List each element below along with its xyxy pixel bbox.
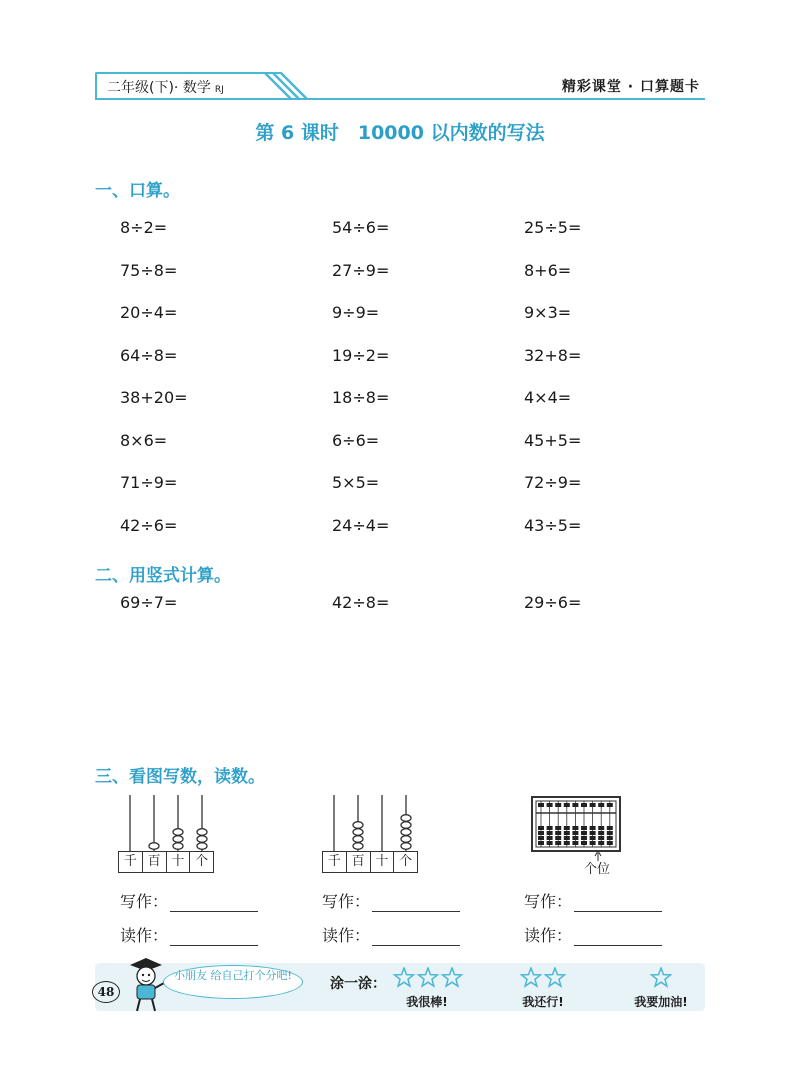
vertical-calc-problem: 42÷8=	[332, 593, 390, 612]
soroban-ones-label: 个位	[584, 862, 611, 877]
problem: 8×6=	[120, 431, 168, 450]
abacus-bead	[197, 836, 207, 843]
problem: 18÷8=	[332, 388, 390, 407]
problem: 38+20=	[120, 388, 188, 407]
section1-heading: 一、口算。	[95, 181, 180, 201]
soroban-bead	[572, 841, 578, 845]
read-blank[interactable]	[574, 929, 662, 946]
problem: 32+8=	[524, 346, 582, 365]
star-icons	[519, 967, 567, 989]
abacus-bead	[401, 829, 411, 836]
place-label-row-1	[118, 851, 214, 873]
place-label-ones: 个	[399, 854, 413, 869]
rating-caption: 我很棒!	[406, 995, 448, 1009]
section2-heading: 二、用竖式计算。	[95, 566, 231, 586]
soroban-bead	[581, 826, 587, 830]
abacus-bead	[401, 843, 411, 850]
place-label-thousands: 千	[119, 852, 143, 872]
abacus-bead	[173, 836, 183, 843]
star-icons	[392, 967, 464, 989]
encouragement-bubble: 小朋友 给自己打个分吧!	[163, 965, 303, 999]
soroban-bead	[598, 826, 604, 830]
soroban-bead	[581, 836, 587, 840]
soroban-bead	[564, 803, 570, 807]
soroban-bead	[581, 803, 587, 807]
section3-heading: 三、看图写数，读数。	[95, 767, 265, 787]
place-label-row-2	[322, 851, 418, 873]
place-label-ones: 个	[195, 854, 209, 869]
problem: 43÷5=	[524, 516, 582, 535]
soroban-bead	[538, 803, 544, 807]
abacus-bead	[173, 829, 183, 836]
grade-subject-text: 二年级(下)· 数学	[107, 80, 211, 96]
abacus-bead	[353, 836, 363, 843]
soroban-bead	[555, 836, 561, 840]
star-icon	[652, 968, 671, 986]
problem: 24÷4=	[332, 516, 390, 535]
soroban-bead	[538, 836, 544, 840]
read-label: 读作：	[524, 926, 573, 945]
soroban-bead	[555, 831, 561, 835]
problem: 42÷6=	[120, 516, 178, 535]
write-label: 写作：	[120, 892, 169, 911]
abacus-bead	[197, 829, 207, 836]
read-blank[interactable]	[372, 929, 460, 946]
soroban-bead	[590, 836, 596, 840]
soroban-bead	[538, 831, 544, 835]
star-icon	[522, 968, 541, 986]
page-number: 48	[92, 981, 120, 1003]
read-answer-3	[524, 923, 662, 946]
rating-option-great[interactable]	[392, 967, 462, 1010]
problem: 8+6=	[524, 261, 572, 280]
abacus-bead	[173, 843, 183, 850]
star-icons	[649, 967, 673, 989]
soroban-bead	[572, 803, 578, 807]
soroban-bead	[564, 826, 570, 830]
soroban-bead	[607, 841, 613, 845]
problem: 9÷9=	[332, 303, 380, 322]
soroban-bead	[538, 841, 544, 845]
soroban-bead	[572, 826, 578, 830]
soroban-bead	[590, 803, 596, 807]
place-label-thousands: 千	[323, 852, 347, 872]
abacus-bead	[353, 843, 363, 850]
header-stripes-decoration	[250, 72, 310, 100]
soroban-bead	[555, 841, 561, 845]
place-label-hundreds: 百	[347, 852, 371, 872]
problem: 54÷6=	[332, 218, 390, 237]
soroban-bead	[547, 826, 553, 830]
soroban-figure	[530, 795, 630, 875]
problem: 64÷8=	[120, 346, 178, 365]
problem: 25÷5=	[524, 218, 582, 237]
lesson-title: 第 6 课时 10000 以内数的写法	[255, 122, 545, 144]
soroban-bead	[564, 841, 570, 845]
place-label-hundreds: 百	[143, 852, 167, 872]
soroban-bead	[564, 831, 570, 835]
abacus-bead	[401, 815, 411, 822]
soroban-bead	[598, 803, 604, 807]
soroban-bead	[590, 826, 596, 830]
soroban-bead	[598, 836, 604, 840]
problem: 45+5=	[524, 431, 582, 450]
write-blank[interactable]	[372, 895, 460, 912]
vertical-calc-problem: 29÷6=	[524, 593, 582, 612]
write-label: 写作：	[322, 892, 371, 911]
read-answer-1	[120, 923, 258, 946]
problem: 8÷2=	[120, 218, 168, 237]
rate-label: 涂一涂：	[330, 976, 386, 992]
problem: 6÷6=	[332, 431, 380, 450]
soroban-bead	[547, 841, 553, 845]
rating-caption: 我还行!	[522, 995, 564, 1009]
place-label-tens: 十	[167, 852, 191, 872]
problem: 4×4=	[524, 388, 572, 407]
rating-option-ok[interactable]	[508, 967, 578, 1010]
soroban-bead	[547, 831, 553, 835]
soroban-bead	[555, 803, 561, 807]
soroban-bead	[547, 836, 553, 840]
abacus-bead	[353, 822, 363, 829]
soroban-bead	[572, 836, 578, 840]
write-answer-1	[120, 889, 258, 912]
soroban-bead	[590, 831, 596, 835]
soroban-bead	[538, 826, 544, 830]
problem: 72÷9=	[524, 473, 582, 492]
soroban-bead	[607, 836, 613, 840]
rating-caption: 我要加油!	[634, 995, 688, 1009]
soroban-bead	[555, 826, 561, 830]
star-icon	[395, 968, 414, 986]
problem: 5×5=	[332, 473, 380, 492]
edition-text: RJ	[214, 85, 224, 95]
write-answer-2	[322, 889, 460, 912]
read-answer-2	[322, 923, 460, 946]
abacus-bead	[401, 836, 411, 843]
header-rule	[95, 98, 705, 100]
rating-option-try-harder[interactable]	[626, 967, 696, 1010]
read-blank[interactable]	[170, 929, 258, 946]
soroban-bead	[564, 836, 570, 840]
soroban-bead	[581, 841, 587, 845]
read-label: 读作：	[322, 926, 371, 945]
abacus-bead	[197, 843, 207, 850]
star-icon	[546, 968, 565, 986]
star-row	[508, 967, 578, 993]
soroban-bead	[572, 831, 578, 835]
soroban-bead	[598, 831, 604, 835]
place-label-tens: 十	[371, 852, 395, 872]
student-mascot-icon	[124, 955, 168, 1015]
soroban-bead	[607, 831, 613, 835]
soroban-bead	[607, 803, 613, 807]
soroban-bead	[590, 841, 596, 845]
soroban-bead	[607, 826, 613, 830]
problem: 20÷4=	[120, 303, 178, 322]
abacus-bead	[353, 829, 363, 836]
write-answer-3	[524, 889, 662, 912]
problem: 9×3=	[524, 303, 572, 322]
star-icon	[443, 968, 462, 986]
problem: 27÷9=	[332, 261, 390, 280]
write-blank[interactable]	[574, 895, 662, 912]
abacus-bead	[149, 843, 159, 850]
star-row	[392, 967, 462, 993]
write-blank[interactable]	[170, 895, 258, 912]
vertical-calc-problem: 69÷7=	[120, 593, 178, 612]
star-row	[626, 967, 696, 993]
series-title: 精彩课堂 · 口算题卡	[561, 79, 700, 95]
problem: 19÷2=	[332, 346, 390, 365]
write-label: 写作：	[524, 892, 573, 911]
soroban-bead	[547, 803, 553, 807]
problem: 75÷8=	[120, 261, 178, 280]
star-icon	[419, 968, 438, 986]
problem: 71÷9=	[120, 473, 178, 492]
soroban-bead	[598, 841, 604, 845]
read-label: 读作：	[120, 926, 169, 945]
soroban-bead	[581, 831, 587, 835]
abacus-bead	[401, 822, 411, 829]
